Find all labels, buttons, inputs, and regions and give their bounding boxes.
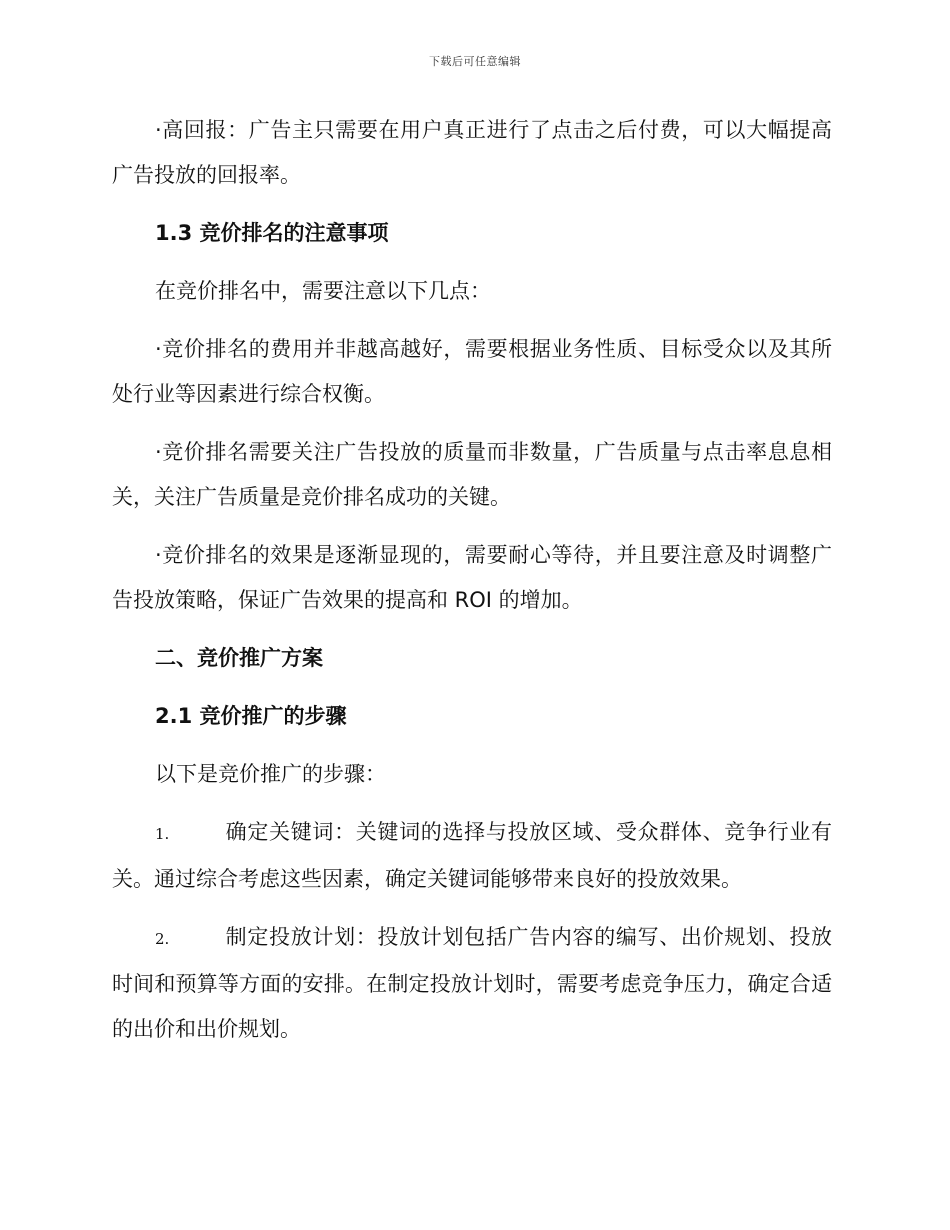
list-item-text: 确定关键词：关键词的选择与投放区域、受众群体、竞争行业有关。通过综合考虑这些因素，确定关键词能够带来良好的投放效果。 — [112, 820, 832, 891]
list-item-plan — [112, 915, 832, 1052]
list-item-keywords — [112, 810, 832, 902]
section-heading-2-1: 2.1 竞价推广的步骤 — [155, 704, 347, 728]
page-header: 下载后可任意编辑 — [429, 55, 521, 68]
paragraph-note-effect: ·竞价排名的效果是逐渐显现的，需要耐心等待，并且要注意及时调整广告投放策略，保证广告效果的提高和 ROI 的增加。 — [112, 543, 832, 612]
list-number: 2. — [155, 930, 170, 948]
paragraph-high-return: ·高回报：广告主只需要在用户真正进行了点击之后付费，可以大幅提高广告投放的回报率。 — [112, 118, 832, 187]
paragraph-note-quality: ·竞价排名需要关注广告投放的质量而非数量，广告质量与点击率息息相关，关注广告质量是竞价排名成功的关键。 — [112, 440, 832, 509]
paragraph-note-cost: ·竞价排名的费用并非越高越好，需要根据业务性质、目标受众以及其所处行业等因素进行综合权衡。 — [112, 337, 832, 406]
section-heading-1-3: 1.3 竞价排名的注意事项 — [155, 221, 389, 245]
list-number: 1. — [155, 825, 170, 843]
chapter-heading-2: 二、竞价推广方案 — [155, 646, 323, 670]
document-body — [112, 108, 832, 1065]
paragraph-steps-intro: 以下是竞价推广的步骤： — [155, 762, 386, 786]
list-item-text: 制定投放计划：投放计划包括广告内容的编写、出价规划、投放时间和预算等方面的安排。在制定投放计划时，需要考虑竞争压力，确定合适的出价和出价规划。 — [112, 925, 832, 1041]
paragraph-intro-notes: 在竞价排名中，需要注意以下几点： — [155, 279, 491, 303]
